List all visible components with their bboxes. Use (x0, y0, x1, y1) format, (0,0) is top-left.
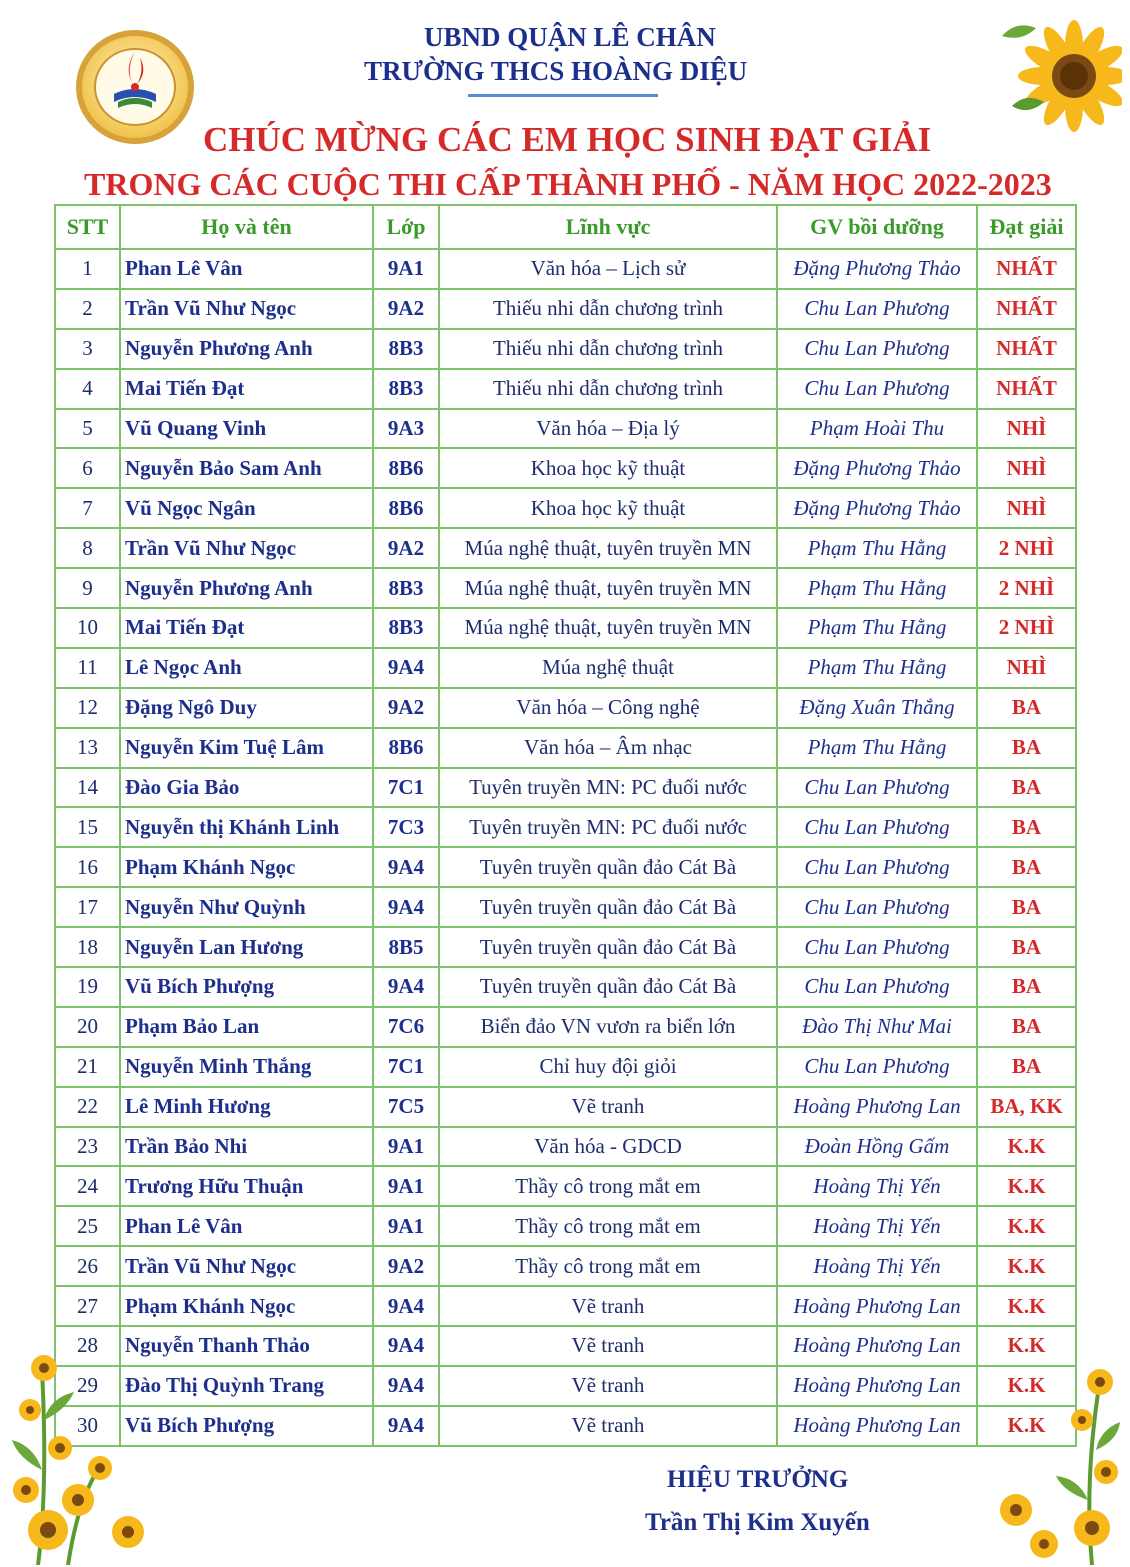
student-name: Nguyễn Thanh Thảo (120, 1326, 373, 1366)
competition-field: Văn hóa – Công nghệ (439, 688, 777, 728)
award-level: NHÌ (977, 648, 1076, 688)
competition-field: Múa nghệ thuật, tuyên truyền MN (439, 568, 777, 608)
class-name: 9A3 (373, 409, 439, 449)
table-row (55, 1007, 1076, 1047)
student-name: Lê Minh Hương (120, 1087, 373, 1127)
class-name: 7C1 (373, 768, 439, 808)
teacher-name: Đặng Xuân Thắng (777, 688, 977, 728)
award-level: 2 NHÌ (977, 568, 1076, 608)
row-number: 21 (55, 1047, 120, 1087)
results-table-body (55, 249, 1076, 1446)
teacher-name: Hoàng Phương Lan (777, 1326, 977, 1366)
competition-field: Tuyên truyền quần đảo Cát Bà (439, 847, 777, 887)
student-name: Phạm Khánh Ngọc (120, 1286, 373, 1326)
column-header-teacher: GV bồi dưỡng (777, 205, 977, 249)
award-level: BA (977, 927, 1076, 967)
table-row (55, 887, 1076, 927)
student-name: Đặng Ngô Duy (120, 688, 373, 728)
row-number: 8 (55, 528, 120, 568)
column-header-field: Lĩnh vực (439, 205, 777, 249)
row-number: 7 (55, 488, 120, 528)
teacher-name: Chu Lan Phương (777, 887, 977, 927)
table-row (55, 768, 1076, 808)
table-row (55, 249, 1076, 289)
competition-field: Vẽ tranh (439, 1366, 777, 1406)
table-row (55, 1406, 1076, 1446)
table-row (55, 488, 1076, 528)
competition-field: Vẽ tranh (439, 1286, 777, 1326)
table-row (55, 1246, 1076, 1286)
class-name: 9A4 (373, 1286, 439, 1326)
competition-field: Tuyên truyền quần đảo Cát Bà (439, 927, 777, 967)
class-name: 9A4 (373, 1366, 439, 1406)
row-number: 6 (55, 448, 120, 488)
row-number: 2 (55, 289, 120, 329)
sunflower-icon (8, 1350, 188, 1565)
table-row (55, 807, 1076, 847)
table-row (55, 728, 1076, 768)
class-name: 7C6 (373, 1007, 439, 1047)
class-name: 9A2 (373, 289, 439, 329)
award-level: BA (977, 1047, 1076, 1087)
school-emblem-icon (74, 28, 196, 146)
row-number: 3 (55, 329, 120, 369)
student-name: Nguyễn Như Quỳnh (120, 887, 373, 927)
class-name: 9A2 (373, 528, 439, 568)
student-name: Nguyễn Bảo Sam Anh (120, 448, 373, 488)
class-name: 9A1 (373, 249, 439, 289)
signature-name: Trần Thị Kim Xuyến (645, 1509, 870, 1536)
competition-field: Thầy cô trong mắt em (439, 1166, 777, 1206)
award-level: BA, KK (977, 1087, 1076, 1127)
table-row (55, 1326, 1076, 1366)
award-level: 2 NHÌ (977, 528, 1076, 568)
award-level: BA (977, 967, 1076, 1007)
class-name: 9A4 (373, 648, 439, 688)
class-name: 7C1 (373, 1047, 439, 1087)
row-number: 27 (55, 1286, 120, 1326)
student-name: Vũ Bích Phượng (120, 967, 373, 1007)
student-name: Trần Vũ Như Ngọc (120, 289, 373, 329)
competition-field: Vẽ tranh (439, 1087, 777, 1127)
row-number: 1 (55, 249, 120, 289)
sunflower-icon (972, 1360, 1122, 1565)
award-level: BA (977, 688, 1076, 728)
teacher-name: Đặng Phương Thảo (777, 249, 977, 289)
competition-field: Vẽ tranh (439, 1326, 777, 1366)
competition-field: Múa nghệ thuật, tuyên truyền MN (439, 608, 777, 648)
competition-field: Văn hóa – Lịch sử (439, 249, 777, 289)
results-table (54, 204, 1077, 1447)
table-header-row (55, 205, 1076, 249)
award-level: K.K (977, 1406, 1076, 1446)
award-level: BA (977, 807, 1076, 847)
sunflower-icon (982, 6, 1122, 136)
row-number: 19 (55, 967, 120, 1007)
row-number: 14 (55, 768, 120, 808)
student-name: Lê Ngọc Anh (120, 648, 373, 688)
row-number: 10 (55, 608, 120, 648)
table-row (55, 329, 1076, 369)
table-row (55, 1087, 1076, 1127)
row-number: 12 (55, 688, 120, 728)
district-name: UBND QUẬN LÊ CHÂN (424, 22, 716, 52)
student-name: Nguyễn Kim Tuệ Lâm (120, 728, 373, 768)
teacher-name: Chu Lan Phương (777, 807, 977, 847)
table-row (55, 1286, 1076, 1326)
teacher-name: Phạm Thu Hằng (777, 568, 977, 608)
award-level: K.K (977, 1166, 1076, 1206)
award-level: NHẤT (977, 369, 1076, 409)
class-name: 9A4 (373, 1326, 439, 1366)
row-number: 29 (55, 1366, 120, 1406)
class-name: 9A1 (373, 1127, 439, 1167)
award-level: NHẤT (977, 249, 1076, 289)
student-name: Phạm Khánh Ngọc (120, 847, 373, 887)
table-row (55, 1206, 1076, 1246)
teacher-name: Hoàng Phương Lan (777, 1406, 977, 1446)
student-name: Nguyễn Minh Thắng (120, 1047, 373, 1087)
class-name: 7C5 (373, 1087, 439, 1127)
student-name: Nguyễn Phương Anh (120, 568, 373, 608)
signature-role: HIỆU TRƯỞNG (667, 1466, 849, 1493)
column-header-class: Lớp (373, 205, 439, 249)
award-level: BA (977, 887, 1076, 927)
award-level: K.K (977, 1326, 1076, 1366)
student-name: Trần Vũ Như Ngọc (120, 528, 373, 568)
row-number: 22 (55, 1087, 120, 1127)
competition-field: Văn hóa – Âm nhạc (439, 728, 777, 768)
teacher-name: Chu Lan Phương (777, 927, 977, 967)
student-name: Đào Thị Quỳnh Trang (120, 1366, 373, 1406)
class-name: 9A4 (373, 887, 439, 927)
row-number: 23 (55, 1127, 120, 1167)
student-name: Mai Tiến Đạt (120, 369, 373, 409)
table-row (55, 289, 1076, 329)
award-level: K.K (977, 1206, 1076, 1246)
row-number: 18 (55, 927, 120, 967)
student-name: Phạm Bảo Lan (120, 1007, 373, 1047)
student-name: Nguyễn Phương Anh (120, 329, 373, 369)
table-row (55, 608, 1076, 648)
teacher-name: Hoàng Thị Yến (777, 1246, 977, 1286)
student-name: Nguyễn Lan Hương (120, 927, 373, 967)
teacher-name: Chu Lan Phương (777, 329, 977, 369)
teacher-name: Phạm Hoài Thu (777, 409, 977, 449)
page-title: CHÚC MỪNG CÁC EM HỌC SINH ĐẠT GIẢI (203, 120, 932, 159)
class-name: 9A2 (373, 1246, 439, 1286)
table-row (55, 568, 1076, 608)
teacher-name: Hoàng Thị Yến (777, 1166, 977, 1206)
competition-field: Thiếu nhi dẫn chương trình (439, 369, 777, 409)
row-number: 4 (55, 369, 120, 409)
student-name: Mai Tiến Đạt (120, 608, 373, 648)
class-name: 9A1 (373, 1166, 439, 1206)
teacher-name: Hoàng Phương Lan (777, 1087, 977, 1127)
competition-field: Tuyên truyền MN: PC đuối nước (439, 807, 777, 847)
award-level: BA (977, 768, 1076, 808)
class-name: 9A4 (373, 1406, 439, 1446)
column-header-name: Họ và tên (120, 205, 373, 249)
student-name: Vũ Bích Phượng (120, 1406, 373, 1446)
table-row (55, 1366, 1076, 1406)
teacher-name: Đào Thị Như Mai (777, 1007, 977, 1047)
award-level: 2 NHÌ (977, 608, 1076, 648)
teacher-name: Phạm Thu Hằng (777, 528, 977, 568)
class-name: 8B3 (373, 568, 439, 608)
header-divider (468, 94, 658, 97)
competition-field: Múa nghệ thuật, tuyên truyền MN (439, 528, 777, 568)
teacher-name: Hoàng Phương Lan (777, 1366, 977, 1406)
row-number: 28 (55, 1326, 120, 1366)
class-name: 9A4 (373, 847, 439, 887)
award-level: BA (977, 1007, 1076, 1047)
row-number: 24 (55, 1166, 120, 1206)
class-name: 8B3 (373, 329, 439, 369)
award-level: K.K (977, 1366, 1076, 1406)
row-number: 30 (55, 1406, 120, 1446)
table-row (55, 409, 1076, 449)
page-subtitle: TRONG CÁC CUỘC THI CẤP THÀNH PHỐ - NĂM HỌC 2022-2023 (84, 166, 1052, 202)
competition-field: Tuyên truyền quần đảo Cát Bà (439, 967, 777, 1007)
class-name: 9A2 (373, 688, 439, 728)
award-level: NHẤT (977, 329, 1076, 369)
row-number: 15 (55, 807, 120, 847)
class-name: 8B6 (373, 728, 439, 768)
teacher-name: Chu Lan Phương (777, 1047, 977, 1087)
student-name: Vũ Ngọc Ngân (120, 488, 373, 528)
teacher-name: Phạm Thu Hằng (777, 608, 977, 648)
class-name: 9A1 (373, 1206, 439, 1246)
table-row (55, 1047, 1076, 1087)
teacher-name: Hoàng Phương Lan (777, 1286, 977, 1326)
student-name: Phan Lê Vân (120, 249, 373, 289)
class-name: 8B6 (373, 488, 439, 528)
competition-field: Văn hóa - GDCD (439, 1127, 777, 1167)
competition-field: Văn hóa – Địa lý (439, 409, 777, 449)
competition-field: Thiếu nhi dẫn chương trình (439, 329, 777, 369)
table-row (55, 967, 1076, 1007)
teacher-name: Đặng Phương Thảo (777, 448, 977, 488)
row-number: 11 (55, 648, 120, 688)
class-name: 8B5 (373, 927, 439, 967)
student-name: Trần Vũ Như Ngọc (120, 1246, 373, 1286)
competition-field: Chỉ huy đội giỏi (439, 1047, 777, 1087)
competition-field: Khoa học kỹ thuật (439, 488, 777, 528)
row-number: 5 (55, 409, 120, 449)
student-name: Trương Hữu Thuận (120, 1166, 373, 1206)
student-name: Nguyễn thị Khánh Linh (120, 807, 373, 847)
column-header-award: Đạt giải (977, 205, 1076, 249)
competition-field: Tuyên truyền quần đảo Cát Bà (439, 887, 777, 927)
class-name: 8B3 (373, 608, 439, 648)
award-level: BA (977, 728, 1076, 768)
award-level: K.K (977, 1246, 1076, 1286)
table-row (55, 1166, 1076, 1206)
table-row (55, 927, 1076, 967)
row-number: 26 (55, 1246, 120, 1286)
table-row (55, 688, 1076, 728)
award-level: NHÌ (977, 448, 1076, 488)
class-name: 8B3 (373, 369, 439, 409)
student-name: Đào Gia Bảo (120, 768, 373, 808)
teacher-name: Chu Lan Phương (777, 847, 977, 887)
teacher-name: Phạm Thu Hằng (777, 648, 977, 688)
student-name: Trần Bảo Nhi (120, 1127, 373, 1167)
competition-field: Vẽ tranh (439, 1406, 777, 1446)
competition-field: Khoa học kỹ thuật (439, 448, 777, 488)
award-level: BA (977, 847, 1076, 887)
competition-field: Thầy cô trong mắt em (439, 1246, 777, 1286)
teacher-name: Phạm Thu Hằng (777, 728, 977, 768)
teacher-name: Đặng Phương Thảo (777, 488, 977, 528)
student-name: Phan Lê Vân (120, 1206, 373, 1246)
table-row (55, 847, 1076, 887)
table-row (55, 448, 1076, 488)
teacher-name: Chu Lan Phương (777, 768, 977, 808)
competition-field: Thầy cô trong mắt em (439, 1206, 777, 1246)
school-name: TRƯỜNG THCS HOÀNG DIỆU (364, 56, 748, 86)
award-level: NHÌ (977, 409, 1076, 449)
row-number: 20 (55, 1007, 120, 1047)
teacher-name: Chu Lan Phương (777, 289, 977, 329)
competition-field: Biển đảo VN vươn ra biển lớn (439, 1007, 777, 1047)
class-name: 7C3 (373, 807, 439, 847)
column-header-stt: STT (55, 205, 120, 249)
award-level: K.K (977, 1127, 1076, 1167)
table-row (55, 528, 1076, 568)
teacher-name: Chu Lan Phương (777, 369, 977, 409)
teacher-name: Đoàn Hồng Gấm (777, 1127, 977, 1167)
teacher-name: Hoàng Thị Yến (777, 1206, 977, 1246)
teacher-name: Chu Lan Phương (777, 967, 977, 1007)
row-number: 9 (55, 568, 120, 608)
table-row (55, 648, 1076, 688)
student-name: Vũ Quang Vinh (120, 409, 373, 449)
award-level: K.K (977, 1286, 1076, 1326)
class-name: 9A4 (373, 967, 439, 1007)
row-number: 17 (55, 887, 120, 927)
class-name: 8B6 (373, 448, 439, 488)
row-number: 25 (55, 1206, 120, 1246)
competition-field: Thiếu nhi dẫn chương trình (439, 289, 777, 329)
table-row (55, 369, 1076, 409)
table-row (55, 1127, 1076, 1167)
row-number: 16 (55, 847, 120, 887)
competition-field: Múa nghệ thuật (439, 648, 777, 688)
award-level: NHÌ (977, 488, 1076, 528)
row-number: 13 (55, 728, 120, 768)
award-level: NHẤT (977, 289, 1076, 329)
competition-field: Tuyên truyền MN: PC đuối nước (439, 768, 777, 808)
